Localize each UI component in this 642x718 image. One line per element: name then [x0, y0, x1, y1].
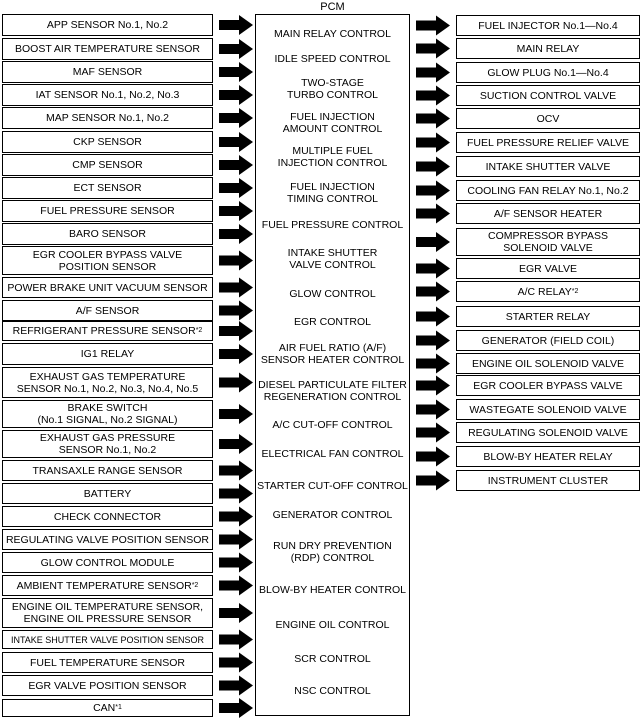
pcm-function: GENERATOR CONTROL [272, 509, 393, 521]
pcm-function: EGR CONTROL [293, 316, 371, 328]
pcm-function: RUN DRY PREVENTION (RDP) CONTROL [273, 540, 392, 564]
box-label: A/C RELAY [517, 285, 572, 298]
input-arrow [219, 108, 253, 128]
pcm-function: BLOW-BY HEATER CONTROL [258, 584, 407, 596]
input-arrow [219, 301, 253, 321]
box-label: GLOW CONTROL MODULE [40, 556, 175, 569]
box-label: APP SENSOR No.1, No.2 [46, 19, 169, 31]
output-arrow [416, 181, 450, 201]
output-device-box: A/C RELAY *2 [456, 281, 640, 302]
pcm-function: NSC CONTROL [294, 685, 371, 697]
output-arrow [416, 400, 450, 420]
box-label: ECT SENSOR [73, 182, 142, 194]
output-arrow [416, 39, 450, 59]
pcm-function: STARTER CUT-OFF CONTROL [257, 480, 408, 492]
pcm-function: FUEL PRESSURE CONTROL [261, 219, 404, 231]
input-arrow [219, 630, 253, 650]
box-label: OCV [536, 112, 560, 125]
input-signal-box: REFRIGERANT PRESSURE SENSOR *2 [2, 321, 213, 341]
box-label: IAT SENSOR No.1, No.2, No.3 [35, 89, 180, 101]
output-arrow [416, 376, 450, 396]
input-arrow [219, 132, 253, 152]
box-label: INSTRUMENT CLUSTER [487, 474, 609, 487]
input-arrow [219, 155, 253, 175]
output-arrow [416, 16, 450, 36]
pcm-function: MAIN RELAY CONTROL [274, 28, 391, 40]
input-arrow [219, 576, 253, 596]
box-label: TRANSAXLE RANGE SENSOR [32, 464, 183, 477]
input-arrow [219, 530, 253, 550]
input-arrow [219, 373, 253, 393]
box-label: BLOW-BY HEATER RELAY [483, 450, 613, 463]
pcm-function: AIR FUEL RATIO (A/F) SENSOR HEATER CONTROL [260, 342, 405, 366]
pcm-function: FUEL INJECTION AMOUNT CONTROL [282, 111, 383, 135]
output-arrow [416, 204, 450, 224]
box-label: ENGINE OIL SOLENOID VALVE [471, 357, 625, 370]
input-arrow [219, 434, 253, 454]
input-arrow [219, 178, 253, 198]
box-label: AMBIENT TEMPERATURE SENSOR [16, 579, 192, 592]
input-arrow [219, 404, 253, 424]
input-arrow [219, 62, 253, 82]
output-arrow [416, 423, 450, 443]
pcm-function: DIESEL PARTICULATE FILTER REGENERATION CONTROL [258, 379, 407, 403]
input-signal-box: AMBIENT TEMPERATURE SENSOR *2 [2, 575, 213, 596]
box-label: CHECK CONNECTOR [53, 510, 162, 523]
box-label: IG1 RELAY [80, 348, 135, 360]
output-arrow [416, 447, 450, 467]
box-label: BOOST AIR TEMPERATURE SENSOR [15, 43, 200, 55]
input-arrow [219, 484, 253, 504]
output-arrow [416, 133, 450, 153]
box-label: FUEL TEMPERATURE SENSOR [30, 656, 185, 669]
input-arrow [219, 461, 253, 481]
box-label: EGR COOLER BYPASS VALVE POSITION SENSOR [32, 248, 183, 273]
box-label: FUEL PRESSURE SENSOR [40, 205, 175, 217]
output-arrow [416, 354, 450, 374]
input-arrow [219, 344, 253, 364]
input-arrow [219, 653, 253, 673]
box-label: EXHAUST GAS PRESSURE SENSOR No.1, No.2 [39, 432, 176, 456]
output-arrow [416, 307, 450, 327]
pcm-function: ELECTRICAL FAN CONTROL [261, 448, 404, 460]
pcm-function: SCR CONTROL [294, 653, 371, 665]
box-label: POWER BRAKE UNIT VACUUM SENSOR [7, 281, 208, 294]
box-label: BATTERY [83, 487, 132, 500]
pcm-function: MULTIPLE FUEL INJECTION CONTROL [277, 145, 388, 169]
box-label: STARTER RELAY [505, 310, 591, 323]
pcm-function: FUEL INJECTION TIMING CONTROL [287, 181, 378, 205]
output-arrow [416, 282, 450, 302]
box-label: REGULATING VALVE POSITION SENSOR [5, 533, 210, 546]
box-label: FUEL PRESSURE RELIEF VALVE [466, 136, 630, 149]
box-label: MAIN RELAY [516, 42, 580, 55]
box-label: ENGINE OIL TEMPERATURE SENSOR, ENGINE OIL PRESSURE SENSOR [11, 601, 204, 625]
box-label: CAN [93, 702, 116, 714]
box-label: COMPRESSOR BYPASS SOLENOID VALVE [487, 230, 608, 254]
box-label: EGR VALVE POSITION SENSOR [28, 679, 187, 692]
output-arrow [416, 259, 450, 279]
input-arrow [219, 321, 253, 341]
input-arrow [219, 553, 253, 573]
input-arrow [219, 278, 253, 298]
input-arrow [219, 251, 253, 271]
input-arrow [219, 698, 253, 718]
box-label: WASTEGATE SOLENOID VALVE [469, 403, 627, 416]
box-label: INTAKE SHUTTER VALVE [485, 160, 611, 173]
box-label: CMP SENSOR [72, 159, 143, 171]
box-label: CKP SENSOR [73, 136, 142, 148]
pcm-function: INTAKE SHUTTER VALVE CONTROL [287, 247, 378, 271]
input-arrow [219, 603, 253, 623]
pcm-function: ENGINE OIL CONTROL [275, 619, 390, 631]
box-label: BRAKE SWITCH (No.1 SIGNAL, No.2 SIGNAL) [37, 402, 178, 426]
input-arrow [219, 15, 253, 35]
output-arrow [416, 232, 450, 252]
pcm-title: PCM [320, 1, 345, 13]
box-label: A/F SENSOR HEATER [493, 207, 603, 220]
box-label: EGR COOLER BYPASS VALVE [473, 379, 623, 392]
input-arrow [219, 676, 253, 696]
box-label: EXHAUST GAS TEMPERATURE SENSOR No.1, No.2, No.3, No.4, No.5 [16, 370, 199, 395]
box-label: MAP SENSOR No.1, No.2 [46, 112, 169, 124]
output-arrow [416, 63, 450, 83]
output-arrow [416, 331, 450, 351]
box-label: BARO SENSOR [68, 228, 147, 240]
pcm-function: IDLE SPEED CONTROL [274, 53, 391, 65]
box-label: A/F SENSOR [75, 304, 140, 317]
box-label: COOLING FAN RELAY No.1, No.2 [467, 184, 629, 197]
box-label: GLOW PLUG No.1—No.4 [487, 66, 609, 79]
box-label: SUCTION CONTROL VALVE [479, 89, 617, 102]
box-label: FUEL INJECTOR No.1—No.4 [478, 19, 618, 32]
box-label: MAF SENSOR [72, 66, 143, 78]
input-arrow [219, 39, 253, 59]
input-signal-box: CAN *1 [2, 699, 213, 717]
input-arrow [219, 85, 253, 105]
output-arrow [416, 109, 450, 129]
input-arrow [219, 224, 253, 244]
pcm-function: A/C CUT-OFF CONTROL [272, 419, 393, 431]
pcm-function: TWO-STAGE TURBO CONTROL [286, 77, 378, 101]
output-arrow [416, 471, 450, 491]
output-arrow [416, 86, 450, 106]
box-label: EGR VALVE [519, 262, 577, 275]
pcm-function: GLOW CONTROL [289, 288, 376, 300]
box-label: REGULATING SOLENOID VALVE [468, 426, 628, 439]
box-label: REFRIGERANT PRESSURE SENSOR [12, 325, 196, 337]
input-arrow [219, 201, 253, 221]
input-arrow [219, 507, 253, 527]
box-label: INTAKE SHUTTER VALVE POSITION SENSOR [10, 634, 205, 645]
box-label: GENERATOR (FIELD COIL) [481, 334, 615, 347]
output-arrow [416, 157, 450, 177]
